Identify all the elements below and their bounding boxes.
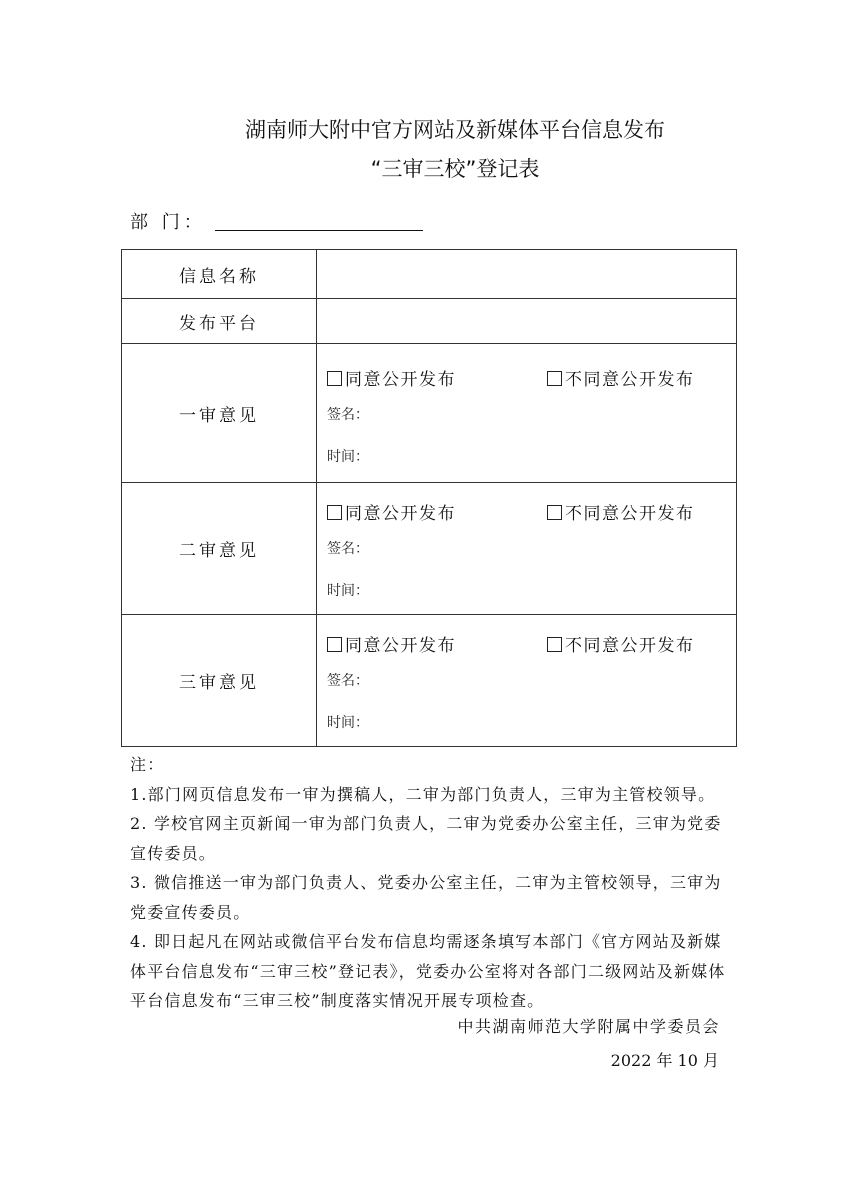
info-name-label: 信息名称: [122, 250, 317, 299]
platform-field[interactable]: [317, 299, 737, 344]
review-1-label: 一审意见: [122, 344, 317, 483]
platform-label: 发布平台: [122, 299, 317, 344]
review-3-sign[interactable]: 签名：: [327, 673, 369, 689]
department-label: 部 门：: [130, 212, 206, 233]
checkbox-icon[interactable]: [547, 505, 562, 520]
review-2-agree-option[interactable]: 同意公开发布: [327, 499, 547, 524]
review-1-time[interactable]: 时间：: [327, 448, 369, 465]
issue-date: 2022 年 10 月: [610, 1051, 719, 1070]
review-3-time[interactable]: 时间：: [327, 715, 369, 731]
table-row-review-3: [122, 615, 737, 747]
review-2-disagree-option[interactable]: 不同意公开发布: [547, 499, 695, 524]
issuing-organization: 中共湖南师范大学附属中学委员会: [457, 1017, 720, 1036]
checkbox-icon[interactable]: [327, 637, 342, 652]
review-3-disagree-option[interactable]: 不同意公开发布: [547, 631, 695, 656]
review-1-disagree-option[interactable]: 不同意公开发布: [547, 365, 695, 390]
table-row-review-2: [122, 483, 737, 615]
note-item: 3. 微信推送一审为部门负责人、党委办公室主任，二审为主管校领导，三审为党委宣传委员。: [130, 873, 722, 922]
checkbox-icon[interactable]: [327, 505, 342, 520]
table-row-review-1: [122, 344, 737, 483]
document-title: 湖南师大附中官方网站及新媒体平台信息发布: [245, 118, 665, 142]
review-1-sign[interactable]: 签名：: [327, 406, 369, 423]
department-field[interactable]: [215, 230, 423, 231]
checkbox-icon[interactable]: [547, 637, 562, 652]
registration-table: [121, 249, 737, 747]
table-row-info-name: [122, 250, 737, 299]
review-2-cell: [317, 483, 737, 615]
review-1-cell: [317, 344, 737, 483]
review-2-label: 二审意见: [122, 483, 317, 615]
review-3-agree-option[interactable]: 同意公开发布: [327, 631, 547, 656]
checkbox-icon[interactable]: [547, 371, 562, 386]
notes-section: [130, 750, 730, 1016]
checkbox-icon[interactable]: [327, 371, 342, 386]
info-name-field[interactable]: [317, 250, 737, 299]
review-3-label: 三审意见: [122, 615, 317, 747]
review-2-sign[interactable]: 签名：: [327, 541, 369, 557]
review-2-time[interactable]: 时间：: [327, 583, 369, 599]
table-row-platform: [122, 299, 737, 344]
review-3-cell: [317, 615, 737, 747]
notes-heading: 注：: [130, 755, 165, 774]
review-1-agree-option[interactable]: 同意公开发布: [327, 365, 547, 390]
note-item: 2. 学校官网主页新闻一审为部门负责人，二审为党委办公室主任，三审为党委宣传委员。: [130, 814, 722, 863]
document-subtitle: “三审三校”登记表: [370, 157, 540, 181]
note-item: 1.部门网页信息发布一审为撰稿人，二审为部门负责人，三审为主管校领导。: [130, 784, 716, 804]
note-item: 4. 即日起凡在网站或微信平台发布信息均需逐条填写本部门《官方网站及新媒体平台信息发布“三审三校”登记表》，党委办公室将对各部门二级网站及新媒体平台信息发布“三审三校”制度落实情况开展专项检查。: [130, 932, 726, 1010]
